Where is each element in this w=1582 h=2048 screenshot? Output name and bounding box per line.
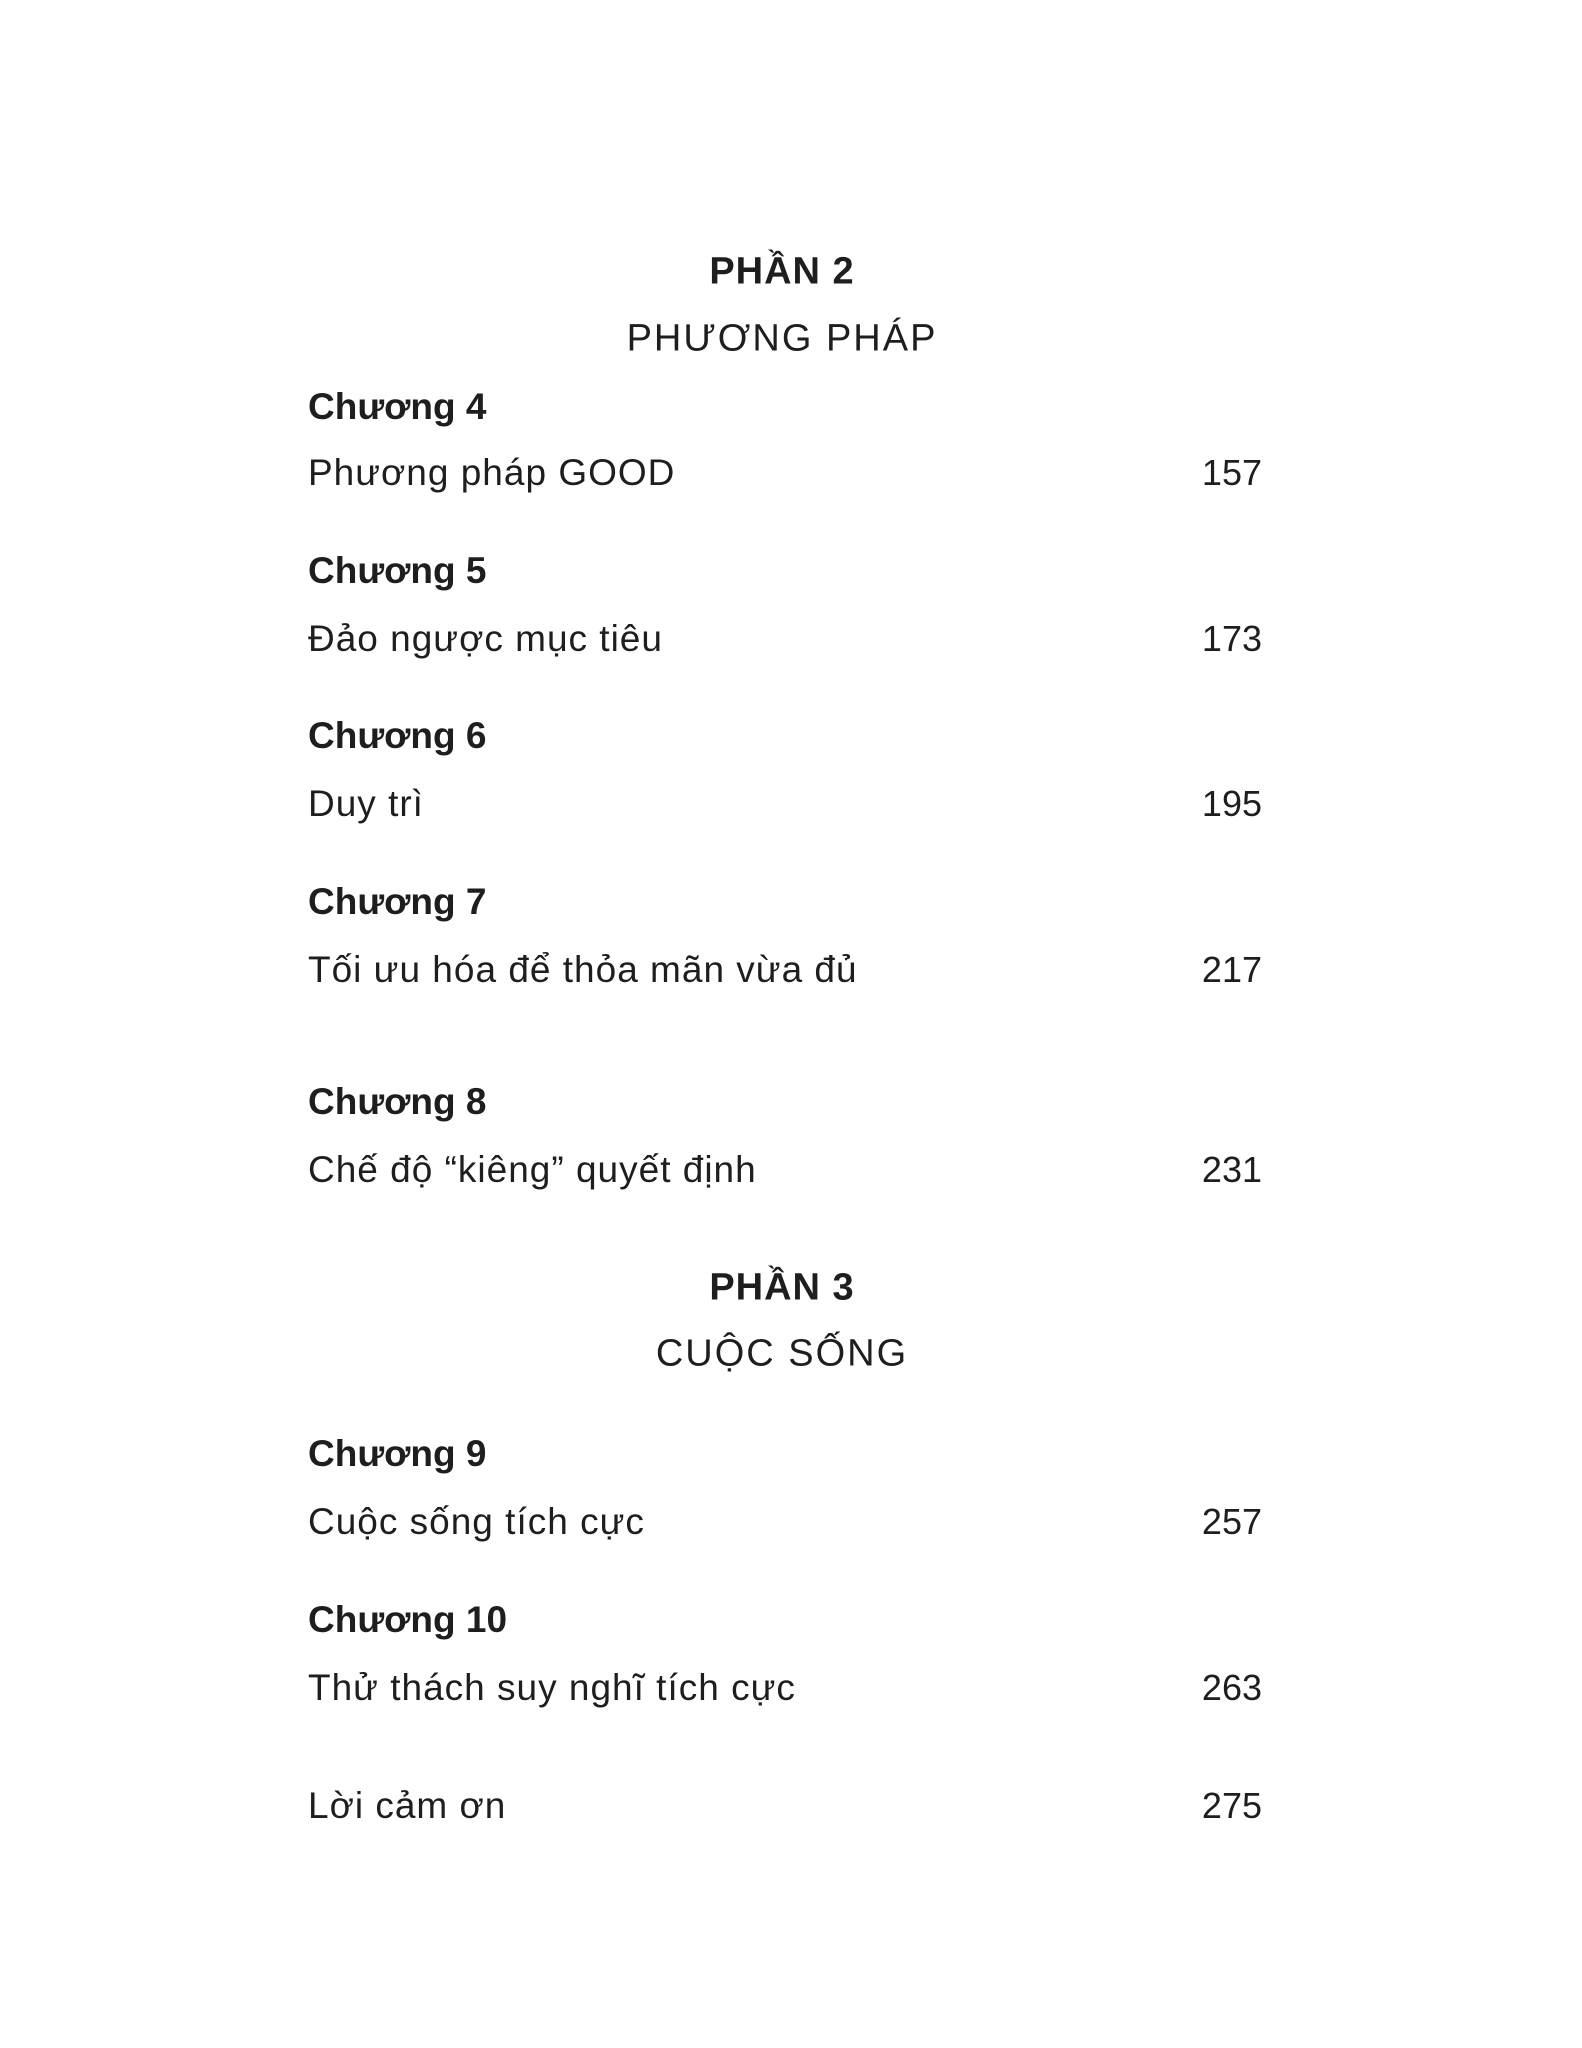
chapter-10-label-row <box>308 1599 1262 1641</box>
part-3-label: PHẦN 3 <box>709 1266 855 1309</box>
toc-entry[interactable] <box>308 618 1262 660</box>
toc-entry[interactable] <box>308 949 1262 991</box>
page-number: 195 <box>1201 783 1262 824</box>
page-number: 173 <box>1201 618 1262 659</box>
chapter-4-label-row <box>308 386 1262 428</box>
toc-entry[interactable] <box>308 452 1262 494</box>
page-number: 231 <box>1201 1149 1262 1190</box>
part-2-title: PHƯƠNG PHÁP <box>626 317 938 360</box>
chapter-title: Thử thách suy nghĩ tích cực <box>308 1667 796 1708</box>
page-number: 275 <box>1201 1785 1262 1826</box>
toc-entry[interactable] <box>308 1501 1262 1543</box>
page-number: 157 <box>1201 452 1262 493</box>
chapter-label: Chương 6 <box>308 715 487 756</box>
acknowledgements-title: Lời cảm ơn <box>308 1785 507 1826</box>
chapter-7-label-row <box>308 881 1262 923</box>
toc-entry[interactable] <box>308 1667 1262 1709</box>
chapter-title: Phương pháp GOOD <box>308 452 676 493</box>
chapter-label: Chương 4 <box>308 386 487 427</box>
chapter-6-label-row <box>308 715 1262 757</box>
chapter-title: Chế độ “kiêng” quyết định <box>308 1149 757 1190</box>
chapter-9-label-row <box>308 1433 1262 1475</box>
chapter-label: Chương 5 <box>308 550 487 591</box>
toc-entry[interactable] <box>308 783 1262 825</box>
chapter-title: Tối ưu hóa để thỏa mãn vừa đủ <box>308 949 858 990</box>
page-number: 217 <box>1201 949 1262 990</box>
chapter-title: Đảo ngược mục tiêu <box>308 618 663 659</box>
chapter-label: Chương 10 <box>308 1599 508 1640</box>
toc-entry[interactable] <box>308 1149 1262 1191</box>
chapter-label: Chương 7 <box>308 881 487 922</box>
chapter-label: Chương 9 <box>308 1433 487 1474</box>
toc-entry-acknowledgements[interactable] <box>308 1785 1262 1827</box>
chapter-8-label-row <box>308 1081 1262 1123</box>
part-2-label: PHẦN 2 <box>709 250 855 293</box>
chapter-5-label-row <box>308 550 1262 592</box>
chapter-label: Chương 8 <box>308 1081 487 1122</box>
page-number: 257 <box>1201 1501 1262 1542</box>
chapter-title: Cuộc sống tích cực <box>308 1501 645 1542</box>
chapter-title: Duy trì <box>308 783 424 824</box>
page-number: 263 <box>1201 1667 1262 1708</box>
part-3-title: CUỘC SỐNG <box>655 1332 909 1375</box>
